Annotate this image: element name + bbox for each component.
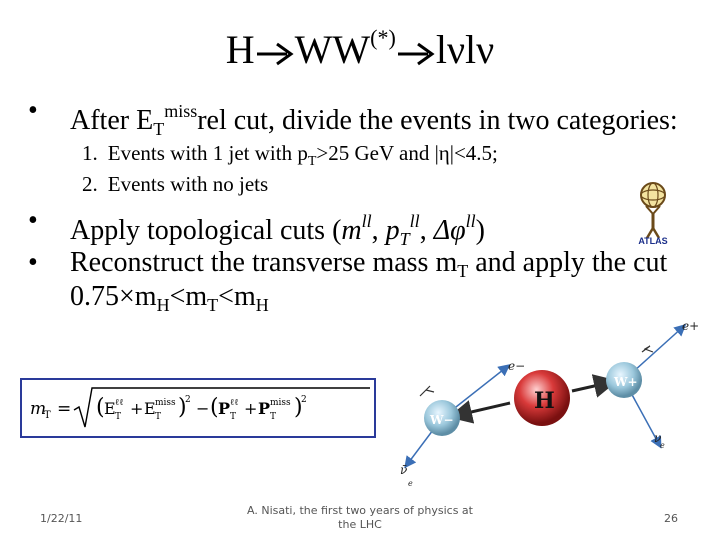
- atlas-logo: ATLAS: [632, 178, 674, 248]
- list-item: 1. Events with 1 jet with $p_T>25$ GeV and |η|<4.5;: [82, 141, 498, 169]
- svg-text:=: =: [57, 399, 72, 419]
- right-arrow-icon: [396, 41, 436, 67]
- svg-text:+: +: [130, 399, 144, 418]
- svg-text:ℓℓ: ℓℓ: [115, 398, 124, 408]
- transverse-mass-formula: [20, 378, 376, 438]
- svg-text:2: 2: [301, 395, 307, 405]
- formula-graphic: [22, 380, 374, 436]
- svg-text:E: E: [144, 399, 156, 418]
- decay-graphic: [392, 316, 698, 494]
- svg-text:2: 2: [185, 395, 191, 405]
- svg-text:(: (: [210, 395, 219, 420]
- list-item: 2. Events with no jets: [82, 172, 269, 196]
- svg-text:E: E: [104, 399, 116, 418]
- svg-text:−: −: [196, 399, 210, 418]
- svg-text:miss: miss: [155, 398, 176, 408]
- svg-text:ν: ν: [654, 431, 662, 445]
- svg-text:e+: e+: [682, 319, 698, 333]
- svg-text:T: T: [44, 410, 51, 421]
- svg-text:): ): [294, 395, 303, 420]
- footer-author: A. Nisati, the first two years of physics at the LHC: [247, 504, 473, 531]
- svg-text:T: T: [155, 412, 162, 422]
- higgs-decay-diagram: [392, 316, 698, 494]
- svg-text:(: (: [96, 395, 105, 420]
- svg-text:e: e: [660, 441, 665, 450]
- svg-text:W−: W−: [430, 413, 454, 427]
- svg-text:P: P: [258, 399, 271, 418]
- svg-text:+: +: [244, 399, 258, 418]
- svg-text:ν̄: ν̄: [400, 463, 408, 477]
- page-number: 26: [664, 512, 678, 525]
- bullet-transverse-mass: • Reconstruct the transverse mass $m_T$ and apply the cut $0.75\times m_H<m_T<m_H$: [28, 247, 668, 315]
- svg-text:W+: W+: [614, 375, 638, 389]
- svg-text:ℓℓ: ℓℓ: [230, 398, 239, 408]
- svg-text:miss: miss: [270, 398, 291, 408]
- svg-text:P: P: [218, 399, 231, 418]
- slide-title: H WW(*) lνlν: [225, 25, 495, 72]
- svg-text:T: T: [270, 412, 277, 422]
- svg-text:e−: e−: [508, 359, 526, 373]
- svg-text:): ): [178, 395, 187, 420]
- svg-text:T: T: [230, 412, 237, 422]
- right-arrow-icon: [255, 41, 295, 67]
- footer-date: 1/22/11: [40, 512, 83, 525]
- atlas-figure-icon: [632, 178, 674, 240]
- svg-text:H: H: [534, 388, 555, 414]
- svg-text:T: T: [115, 412, 122, 422]
- svg-text:m: m: [30, 399, 47, 419]
- svg-text:e: e: [408, 479, 413, 488]
